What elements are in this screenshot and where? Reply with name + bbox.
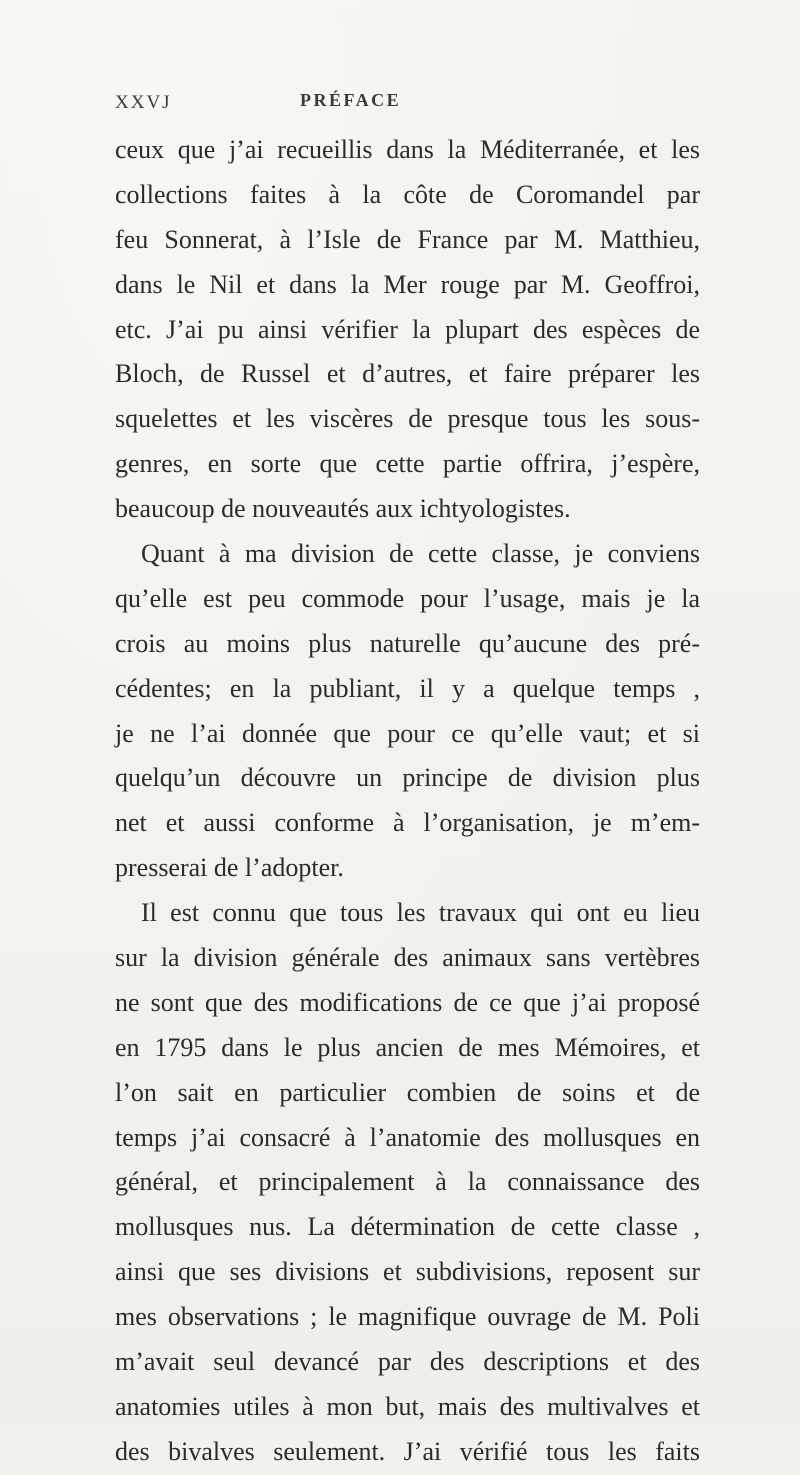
text-line: ne sont que des modifications de ce que j’ai proposé	[115, 987, 700, 1017]
text-line: anatomies utiles à mon but, mais des multivalves et	[115, 1391, 700, 1421]
text-line: presserai de l’adopter.	[115, 853, 344, 883]
text-line: mes observations ; le magnifique ouvrage de M. Poli	[115, 1302, 700, 1332]
text-line: ainsi que ses divisions et subdivisions, reposent sur	[115, 1257, 700, 1287]
text-line: dans le Nil et dans la Mer rouge par M. Geoffroi,	[115, 269, 700, 299]
text-line: squelettes et les viscères de presque tous les sous-	[115, 404, 700, 434]
text-line: net et aussi conforme à l’organisation, je m’em-	[115, 808, 700, 838]
body-text	[115, 128, 700, 1475]
text-line: mollusques nus. La détermination de cette classe ,	[115, 1212, 700, 1242]
text-line: des bivalves seulement. J’ai vérifié tous les faits	[115, 1436, 700, 1466]
text-line: quelqu’un découvre un principe de division plus	[115, 763, 700, 793]
paragraph-start-line: Quant à ma division de cette classe, je conviens	[141, 539, 700, 569]
text-line: en 1795 dans le plus ancien de mes Mémoires, et	[115, 1032, 700, 1062]
text-line: je ne l’ai donnée que pour ce qu’elle vaut; et si	[115, 718, 700, 748]
text-line: qu’elle est peu commode pour l’usage, mais je la	[115, 583, 700, 613]
text-line: feu Sonnerat, à l’Isle de France par M. Matthieu,	[115, 224, 700, 254]
running-title: PRÉFACE	[300, 90, 402, 110]
text-line: genres, en sorte que cette partie offrira, j’espère,	[115, 449, 700, 479]
text-line: sur la division générale des animaux sans vertèbres	[115, 943, 700, 973]
text-line: crois au moins plus naturelle qu’aucune des pré-	[115, 628, 700, 658]
page-header	[115, 84, 695, 114]
text-line: temps j’ai consacré à l’anatomie des mollusques en	[115, 1122, 700, 1152]
text-line: ceux que j’ai recueillis dans la Méditerranée, et les	[115, 135, 700, 164]
text-line: cédentes; en la publiant, il y a quelque temps ,	[115, 673, 700, 703]
page-number: XXVJ	[115, 92, 172, 113]
text-line: beaucoup de nouveautés aux ichtyologistes.	[115, 494, 571, 524]
text-line: collections faites à la côte de Coromandel par	[115, 179, 700, 209]
text-line: etc. J’ai pu ainsi vérifier la plupart des espèces de	[115, 314, 700, 344]
text-line: l’on sait en particulier combien de soins et de	[115, 1077, 700, 1107]
text-line: général, et principalement à la connaissance des	[115, 1167, 700, 1197]
text-line: m’avait seul devancé par des descriptions et des	[115, 1347, 700, 1377]
text-line: Bloch, de Russel et d’autres, et faire préparer les	[115, 359, 700, 389]
paragraph-start-line: Il est connu que tous les travaux qui ont eu lieu	[141, 898, 700, 928]
